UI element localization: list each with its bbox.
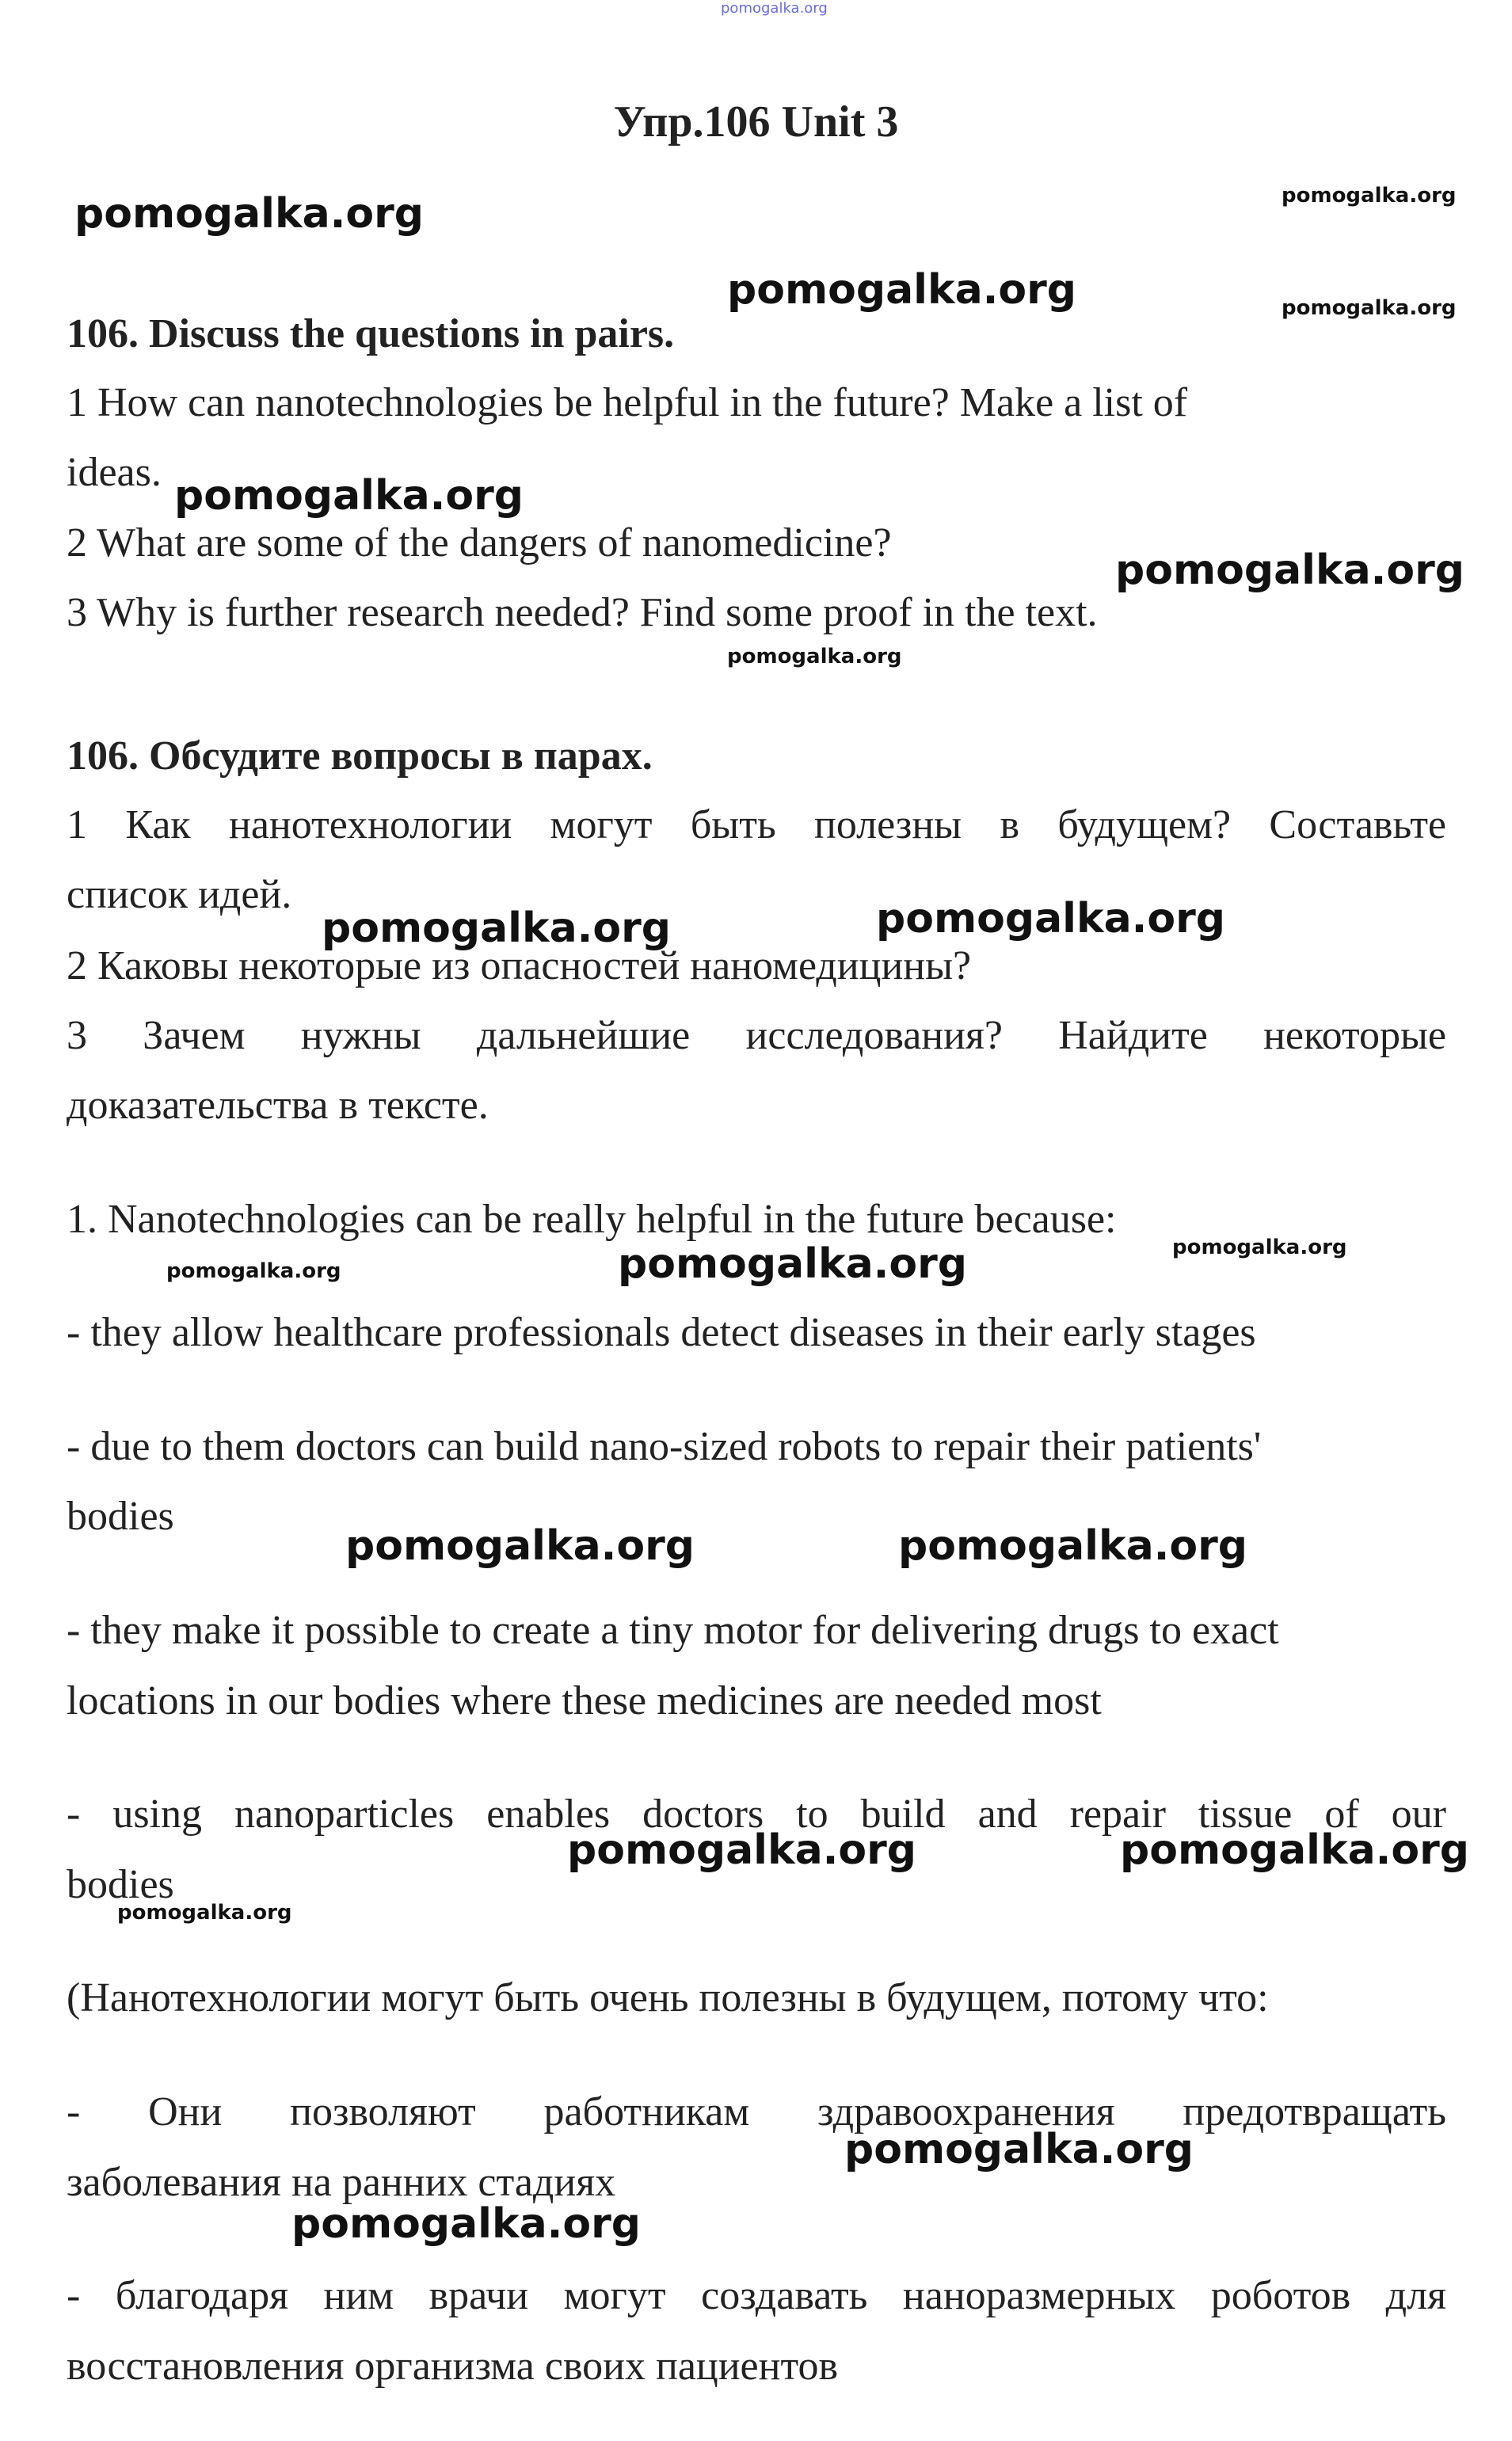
watermark: pomogalka.org (727, 645, 902, 668)
task-heading-ru: 106. Обсудите вопросы в парах. (67, 733, 653, 779)
task-en-q1-line1: 1 How can nanotechnologies be helpful in the future? Make a list of (67, 380, 1188, 425)
watermark: pomogalka.org (876, 895, 1226, 943)
answer-en-point4-line1: - using nanoparticles enables doctors to build and repair tissue of our (67, 1792, 1446, 1837)
answer-en-point4-line2: bodies (67, 1862, 174, 1907)
answer-en-intro: 1. Nanotechnologies can be really helpful in the future because: (67, 1197, 1117, 1242)
watermark: pomogalka.org (1172, 1236, 1347, 1259)
answer-ru-point1-line2: заболевания на ранних стадиях (67, 2160, 616, 2205)
task-en-q3: 3 Why is further research needed? Find some proof in the text. (67, 590, 1098, 635)
watermark: pomogalka.org (322, 904, 672, 952)
watermark: pomogalka.org (567, 1826, 917, 1874)
watermark: pomogalka.org (345, 1522, 695, 1570)
task-heading-en: 106. Discuss the questions in pairs. (67, 311, 675, 356)
watermark: pomogalka.org (117, 1901, 292, 1925)
page-title: Упр.106 Unit 3 (613, 97, 899, 147)
answer-ru-intro: (Нанотехнологии могут быть очень полезны в будущем, потому что: (67, 1975, 1269, 2020)
task-ru-q1-line2: список идей. (67, 872, 292, 917)
watermark: pomogalka.org (1282, 296, 1457, 320)
answer-en-point1: - they allow healthcare professionals detect diseases in their early stages (67, 1310, 1256, 1355)
watermark: pomogalka.org (1115, 546, 1465, 594)
watermark: pomogalka.org (174, 472, 524, 520)
task-ru-q3-line1: 3 Зачем нужны дальнейшие исследования? Найдите некоторые (67, 1013, 1446, 1058)
task-en-q1-line2: ideas. (67, 450, 162, 495)
answer-ru-point1-line1: - Они позволяют работникам здравоохранения предотвращать (67, 2089, 1446, 2134)
answer-en-point2-line1: - due to them doctors can build nano-sized robots to repair their patients' (67, 1424, 1262, 1469)
answer-en-point3-line2: locations in our bodies where these medicines are needed most (67, 1678, 1102, 1723)
watermark: pomogalka.org (1120, 1826, 1470, 1874)
watermark: pomogalka.org (898, 1522, 1248, 1570)
site-mark: pomogalka.org (721, 0, 828, 17)
answer-ru-point2-line1: - благодаря ним врачи могут создавать наноразмерных роботов для (67, 2273, 1446, 2318)
task-ru-q1-line1: 1 Как нанотехнологии могут быть полезны в будущем? Составьте (67, 802, 1446, 847)
watermark: pomogalka.org (1282, 184, 1457, 208)
watermark: pomogalka.org (844, 2126, 1194, 2173)
watermark: pomogalka.org (74, 190, 425, 238)
watermark: pomogalka.org (166, 1259, 341, 1283)
watermark: pomogalka.org (291, 2200, 642, 2248)
task-ru-q3-line2: доказательства в тексте. (67, 1083, 489, 1128)
watermark: pomogalka.org (618, 1240, 968, 1288)
watermark: pomogalka.org (727, 266, 1077, 314)
task-en-q2: 2 What are some of the dangers of nanomedicine? (67, 520, 892, 566)
answer-ru-point2-line2: восстановления организма своих пациентов (67, 2344, 839, 2389)
answer-en-point3-line1: - they make it possible to create a tiny motor for delivering drugs to exact (67, 1608, 1279, 1653)
answer-en-point2-line2: bodies (67, 1494, 174, 1539)
task-ru-q2: 2 Каковы некоторые из опасностей наномедицины? (67, 943, 972, 988)
